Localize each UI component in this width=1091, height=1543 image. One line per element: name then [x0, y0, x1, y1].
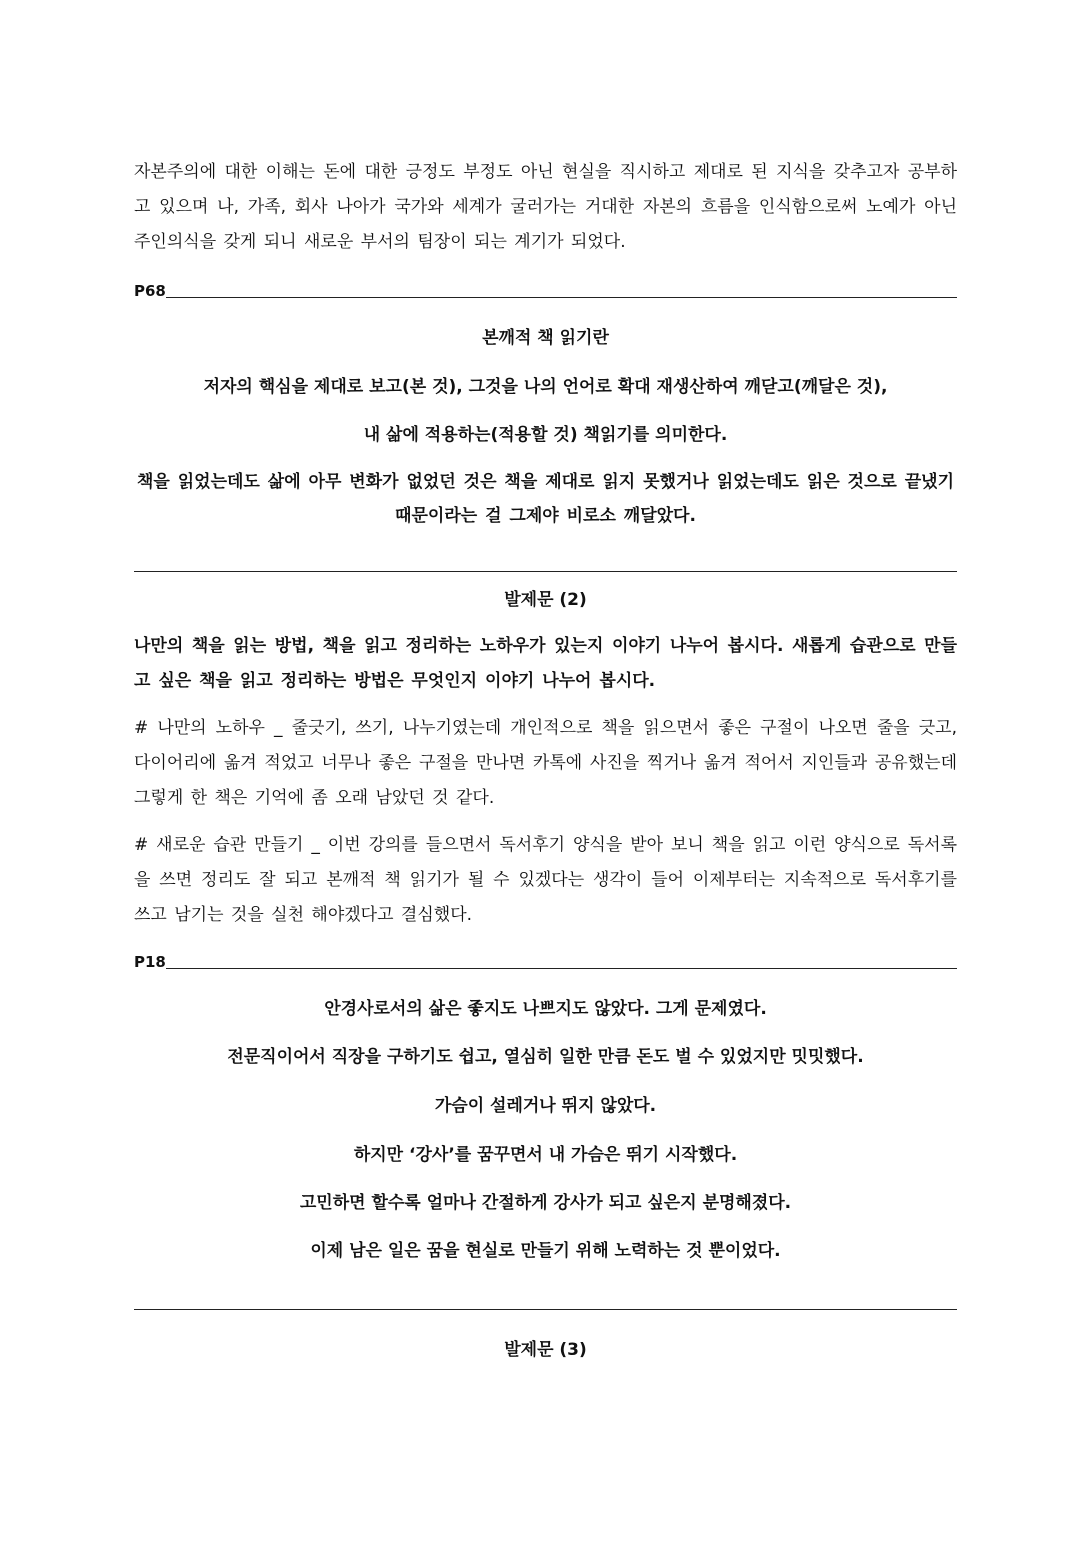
- discussion3-title: 발제문 (3): [504, 1340, 587, 1360]
- page-marker-label: P68: [134, 282, 166, 300]
- quote2-line: 하지만 ‘강사’를 꿈꾸면서 내 가슴은 뛰기 시작했다.: [353, 1145, 738, 1165]
- marker-rule: [166, 296, 957, 298]
- marker-rule: [166, 967, 957, 969]
- quote1-title: 본깨적 책 읽기란: [482, 328, 609, 348]
- page-marker-label: P18: [134, 953, 166, 971]
- page-marker-p18: [134, 952, 957, 972]
- quote1-line3: 책을 읽었는데도 삶에 아무 변화가 없었던 것은 책을 제대로 읽지 못했거나 읽었는데도 읽은 것으로 끝냈기 때문이라는 걸 그제야 비로소 깨달았다.: [136, 472, 954, 526]
- discussion2-question: 나만의 책을 읽는 방법, 책을 읽고 정리하는 노하우가 있는지 이야기 나누어 봅시다. 새롭게 습관으로 만들고 싶은 책을 읽고 정리하는 방법은 무엇인지 이야기 나누어 봅시다.: [134, 636, 957, 691]
- quote2-line: 전문직이어서 직장을 구하기도 쉽고, 열심히 일한 만큼 돈도 벌 수 있었지만 밋밋했다.: [227, 1047, 864, 1067]
- quote1-line1: 저자의 핵심을 제대로 보고(본 것), 그것을 나의 언어로 확대 재생산하여 깨닫고(깨달은 것),: [203, 377, 888, 397]
- quote2-line: 안경사로서의 삶은 좋지도 나쁘지도 않았다. 그게 문제였다.: [324, 999, 767, 1019]
- discussion2-answer2: # 새로운 습관 만들기 _ 이번 강의를 들으면서 독서후기 양식을 받아 보니 책을 읽고 이런 양식으로 독서록을 쓰면 정리도 잘 되고 본깨적 책 읽기가 될 수 있겠다는 생각이 들어 이제부터는 지속적으로 독서후기를 쓰고 남기는 것을 실천 해야겠다고 결심했다.: [134, 835, 957, 925]
- intro-paragraph: 자본주의에 대한 이해는 돈에 대한 긍정도 부정도 아닌 현실을 직시하고 제대로 된 지식을 갖추고자 공부하고 있으며 나, 가족, 회사 나아가 국가와 세계가 굴러가는 거대한 자본의 흐름을 인식함으로써 노예가 아닌 주인의식을 갖게 되니 새로운 부서의 팀장이 되는 계기가 되었다.: [134, 162, 957, 252]
- discussion2-title: 발제문 (2): [504, 590, 587, 610]
- section-divider: [134, 571, 957, 572]
- section-divider: [134, 1309, 957, 1310]
- quote1-line2: 내 삶에 적용하는(적용할 것) 책읽기를 의미한다.: [363, 425, 728, 445]
- quote2-line: 가슴이 설레거나 뛰지 않았다.: [434, 1096, 657, 1116]
- page-marker-p68: [134, 281, 957, 301]
- quote2-line: 이제 남은 일은 꿈을 현실로 만들기 위해 노력하는 것 뿐이었다.: [310, 1241, 781, 1261]
- quote2-line: 고민하면 할수록 얼마나 간절하게 강사가 되고 싶은지 분명해졌다.: [299, 1193, 792, 1213]
- discussion2-answer1: # 나만의 노하우 _ 줄긋기, 쓰기, 나누기였는데 개인적으로 책을 읽으면서 좋은 구절이 나오면 줄을 긋고, 다이어리에 옮겨 적었고 너무나 좋은 구절을 만나면 카톡에 사진을 찍거나 옮겨 적어서 지인들과 공유했는데 그렇게 한 책은 기억에 좀 오래 남았던 것 같다.: [134, 718, 957, 808]
